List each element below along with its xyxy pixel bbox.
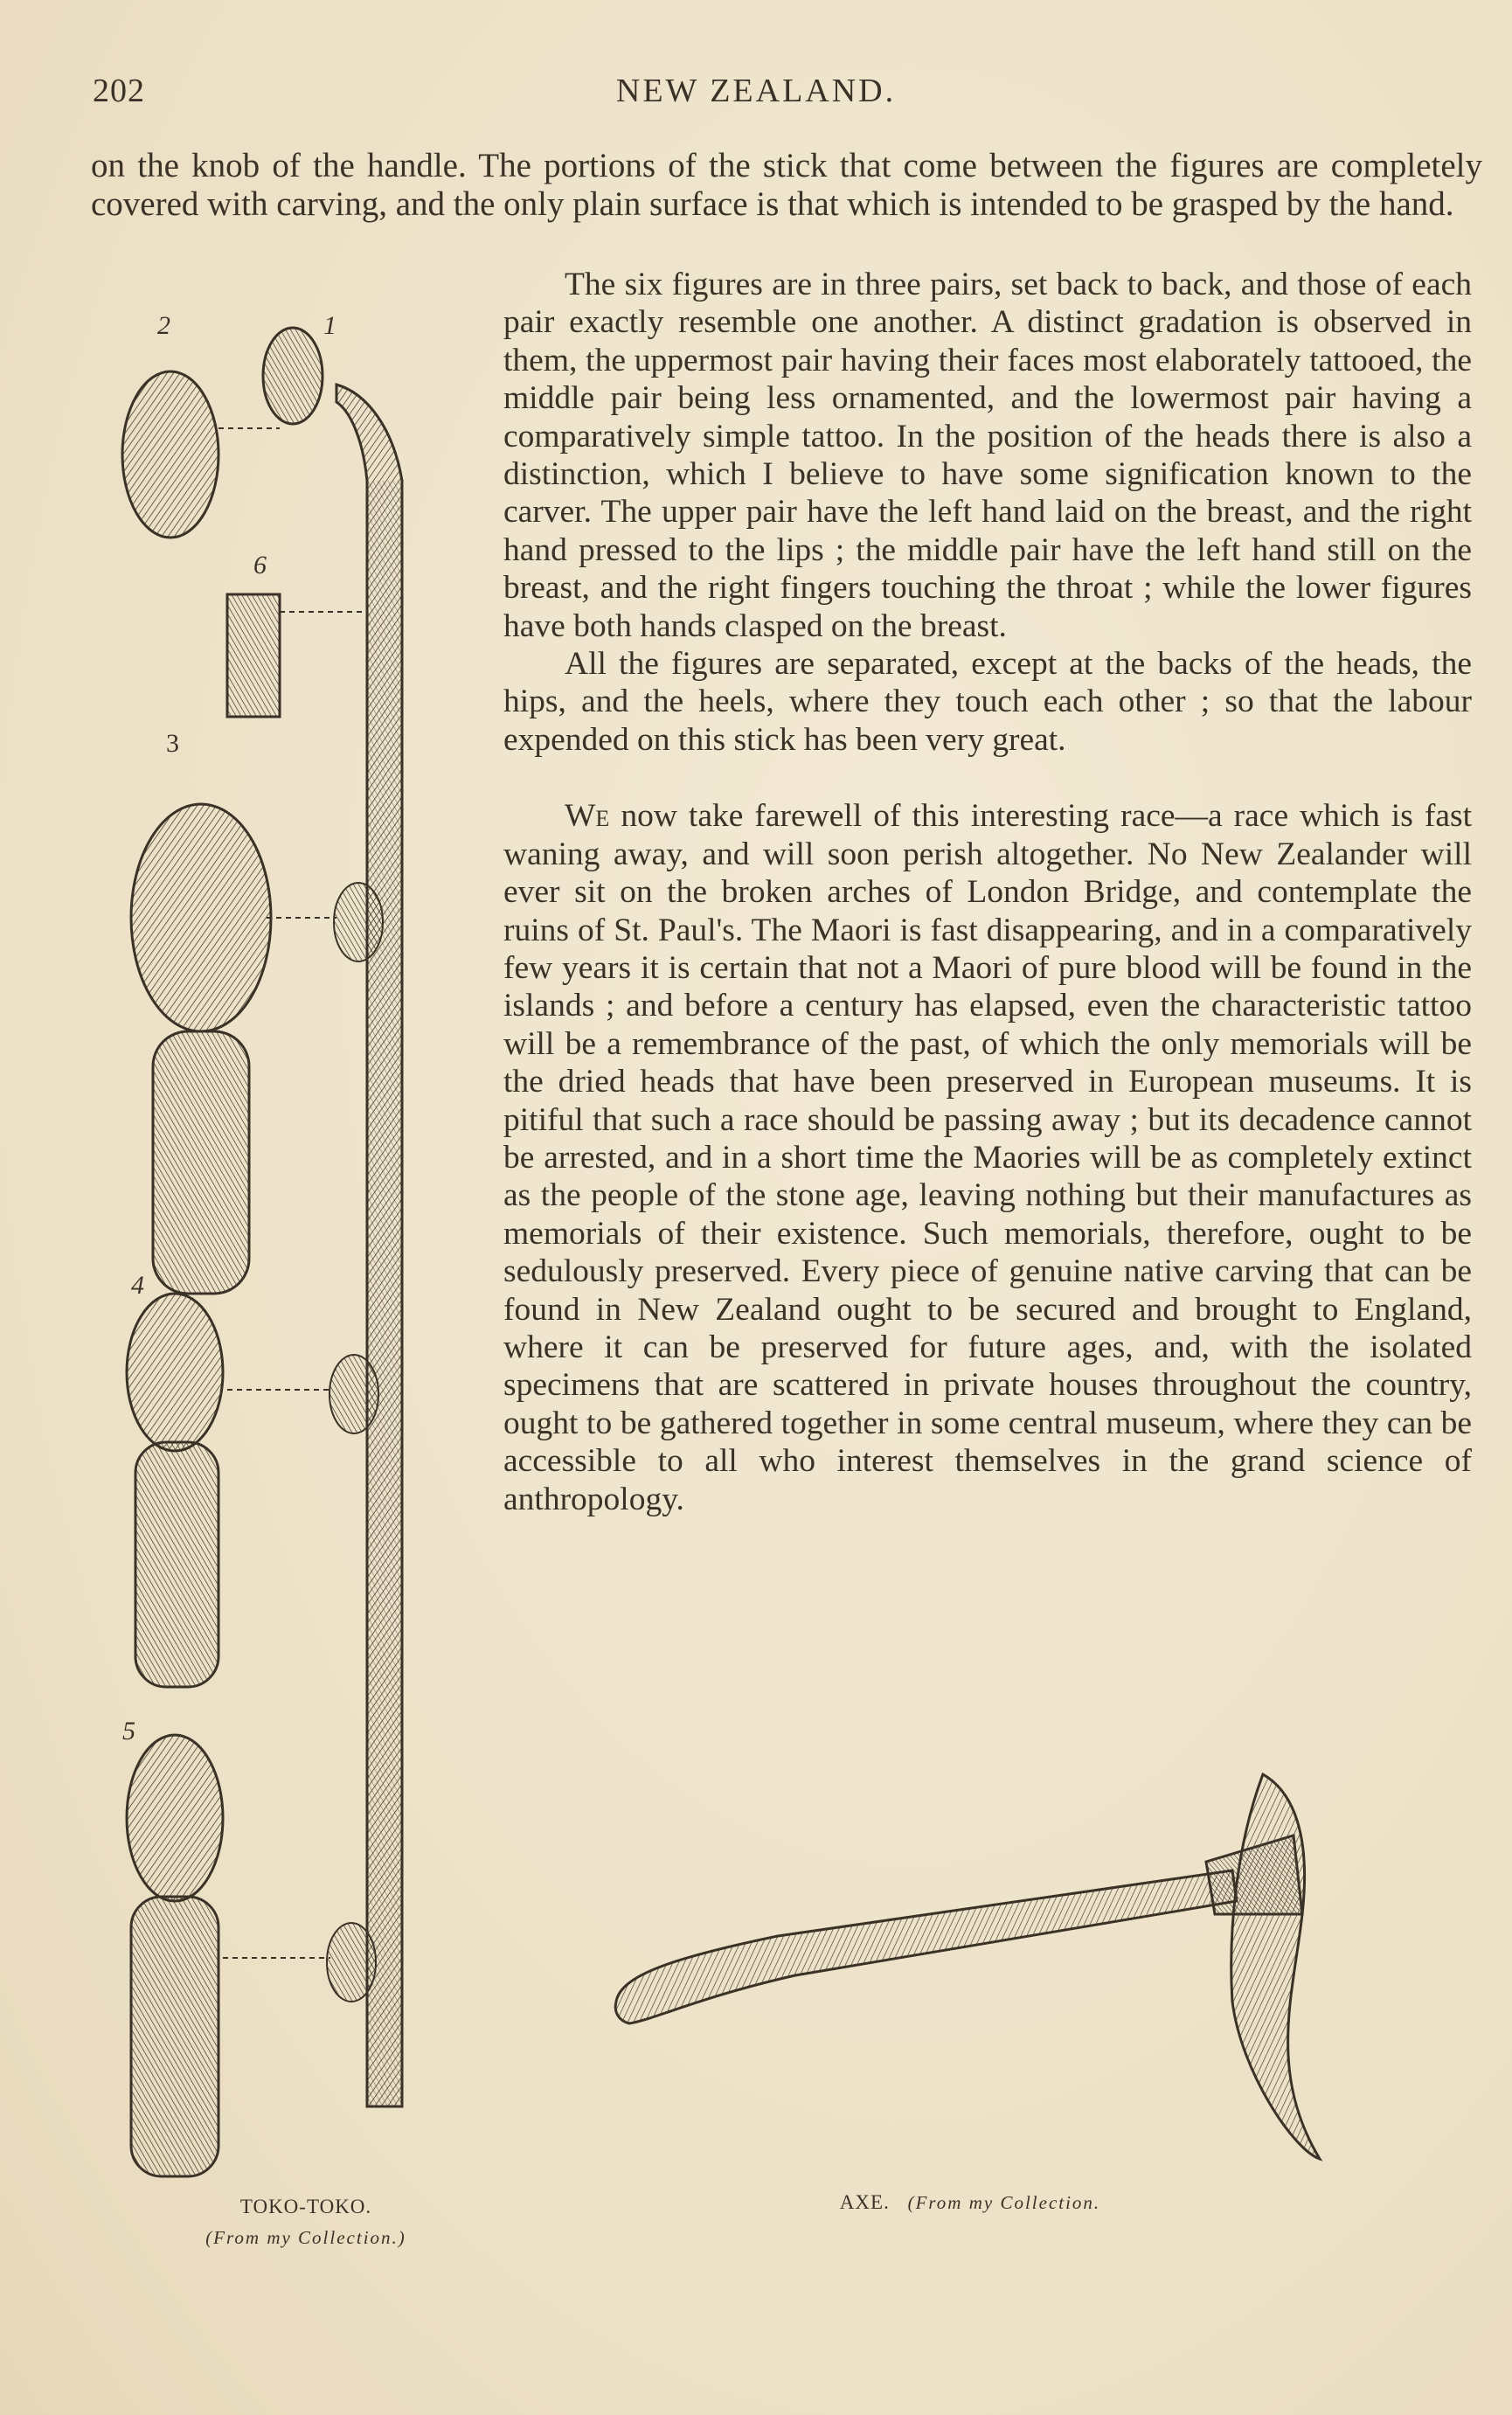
text-column xyxy=(503,266,1472,1518)
detail-number-4: 4 xyxy=(131,1271,144,1300)
detail-number-5: 5 xyxy=(122,1717,135,1745)
axe-illustration xyxy=(603,1739,1390,2194)
page-header xyxy=(0,72,1512,124)
intro-paragraph: on the knob of the handle. The portions of the stick that come between the figures are completely covered with carving, and the only plain surface is that which is intended to be grasped by the hand. xyxy=(91,147,1482,223)
toko-caption xyxy=(131,2196,481,2249)
detail-number-1: 1 xyxy=(323,311,336,340)
axe-caption xyxy=(787,2191,1154,2214)
detail-number-3: 3 xyxy=(166,729,179,758)
toko-caption-source: (From my Collection.) xyxy=(205,2227,406,2248)
detail-number-6: 6 xyxy=(253,551,267,579)
body-paragraph-2: All the figures are separated, except at the backs of the heads, the hips, and the heels, where they touch each other ; so that the labour expended on this stick has been very great. xyxy=(503,646,1472,758)
page-number: 202 xyxy=(93,73,145,109)
closing-lead-word: We xyxy=(565,798,610,835)
detail-number-2: 2 xyxy=(157,311,170,340)
axe-caption-source: (From my Collection. xyxy=(907,2192,1101,2213)
closing-paragraph xyxy=(503,797,1472,1518)
toko-toko-illustration xyxy=(105,306,489,2185)
running-title: NEW ZEALAND. xyxy=(615,73,897,109)
axe-caption-title: AXE. xyxy=(839,2191,890,2213)
closing-text: now take farewell of this interesting race—a race which is fast waning away, and will soon perish altogether. No New Zealander will ever sit on the broken arches of London Bridge, and contemplate the ruins of St. Paul's. The Maori is fast disappearing, and in a comparatively few years it is certain that not a Maori of pure blood will be found in the islands ; and before a century has elapsed, even the characteristic tattoo will be a remembrance of the past, of which the only memorials will be the dried heads that have been preserved in European museums. It is pitiful that such a race should be passing away ; but its decadence cannot be arrested, and in a short time the Maories will be as completely extinct as the people of the stone age, leaving nothing but their manufactures as memorials of their existence. Such memorials, therefore, ought to be sedulously preserved. Every piece of genuine native carving that can be found in New Zealand ought to be secured and brought to England, where it can be preserved for future ages, and, with the isolated specimens that are scattered in private houses throughout the country, ought to be gathered together in some central museum, where they can be accessible to all who interest themselves in the grand science of anthropology. xyxy=(503,798,1472,1517)
toko-caption-title: TOKO-TOKO. xyxy=(239,2196,372,2217)
body-paragraph-1: The six figures are in three pairs, set back to back, and those of each pair exactly resemble one another. A distinct gradation is observed in them, the uppermost pair having their faces most elaborately tattooed, the middle pair being less ornamented, and the lowermost pair having a comparatively simple tattoo. In the position of the heads there is also a distinction, which I believe to have some signification known to the carver. The upper pair have the left hand laid on the breast, and the right hand pressed to the lips ; the middle pair have the left hand still on the breast, and the right fingers touching the throat ; while the lower figures have both hands clasped on the breast. xyxy=(503,267,1472,644)
